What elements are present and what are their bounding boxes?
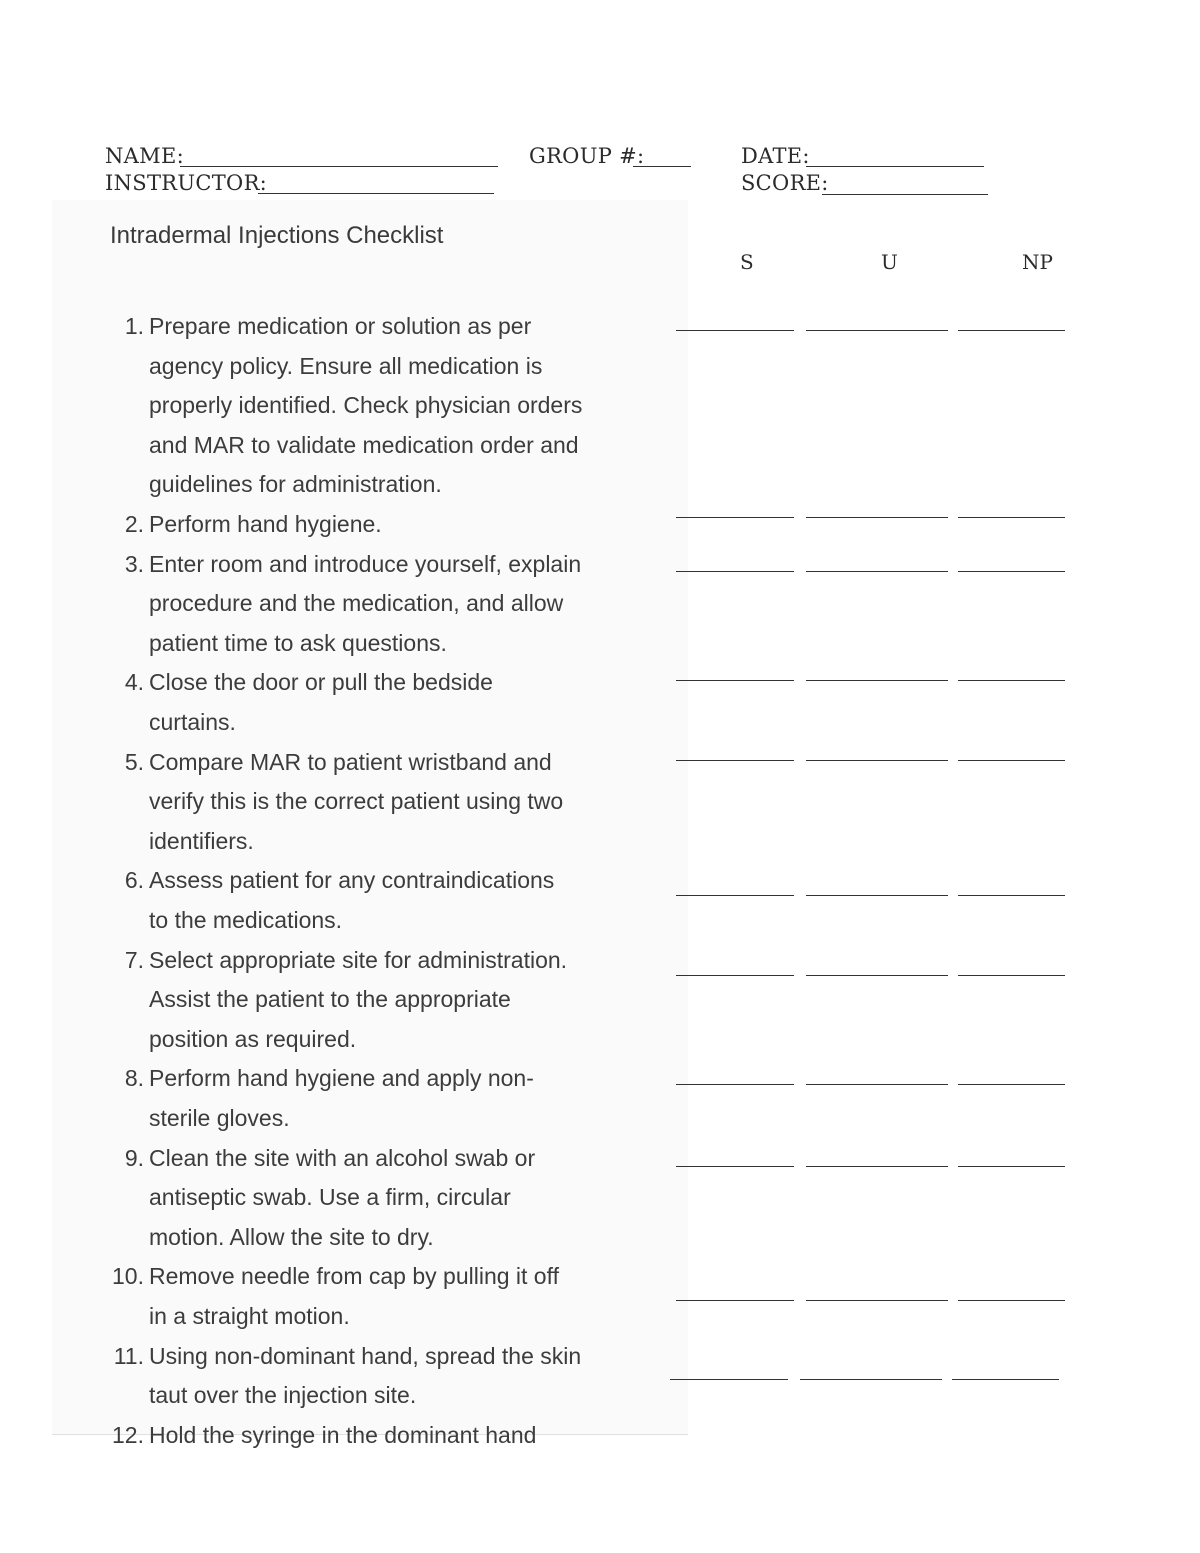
item-text-line: position as required.	[149, 1025, 357, 1052]
item-number: 9.	[124, 1144, 144, 1171]
item-number: 4.	[124, 669, 144, 696]
item-number: 1.	[124, 313, 144, 339]
item-number: 3.	[124, 550, 144, 577]
blank-s-item-7[interactable]	[676, 975, 794, 976]
item-text-line: Perform hand hygiene and apply non-	[149, 1065, 534, 1092]
blank-s-item-2[interactable]	[676, 517, 794, 518]
score-label: SCORE:	[741, 171, 829, 195]
blank-np-item-9[interactable]	[958, 1166, 1065, 1167]
item-text-line: Assess patient for any contraindications	[149, 867, 555, 894]
item-text-line: Using non-dominant hand, spread the skin	[149, 1342, 582, 1369]
column-header-s: S	[740, 250, 754, 274]
item-text-line: Clean the site with an alcohol swab or	[149, 1144, 536, 1171]
column-header-u: U	[881, 250, 898, 274]
item-text-line: properly identified. Check physician orders	[149, 392, 583, 419]
group-label: GROUP #:	[529, 144, 645, 168]
blank-np-item-6[interactable]	[958, 895, 1065, 896]
blank-np-item-11[interactable]	[952, 1379, 1059, 1380]
item-text-line: guidelines for administration.	[149, 471, 442, 498]
item-number: 11.	[113, 1342, 144, 1369]
item-text-line: in a straight motion.	[149, 1302, 350, 1329]
column-header-np: NP	[1022, 250, 1053, 274]
item-text-line: patient time to ask questions.	[149, 629, 447, 656]
blank-np-item-3[interactable]	[958, 571, 1065, 572]
blank-np-item-10[interactable]	[958, 1300, 1065, 1301]
item-text-line: sterile gloves.	[149, 1104, 290, 1131]
blank-np-item-2[interactable]	[958, 517, 1065, 518]
name-label: NAME:	[105, 144, 184, 168]
item-text-line: Perform hand hygiene.	[149, 511, 382, 537]
item-text-line: Close the door or pull the bedside	[149, 669, 493, 696]
blank-np-item-1[interactable]	[958, 330, 1065, 331]
blank-u-item-7[interactable]	[806, 975, 948, 976]
blank-np-item-5[interactable]	[958, 760, 1065, 761]
item-text-line: Select appropriate site for administration.	[149, 946, 568, 973]
item-text-line: motion. Allow the site to dry.	[149, 1223, 434, 1250]
blank-u-item-2[interactable]	[806, 517, 948, 518]
blank-s-item-5[interactable]	[676, 760, 794, 761]
blank-u-item-6[interactable]	[806, 895, 948, 896]
blank-s-item-4[interactable]	[676, 680, 794, 681]
item-text-line: Enter room and introduce yourself, explain	[149, 550, 582, 577]
checklist-title: Intradermal Injections Checklist	[110, 222, 444, 249]
blank-u-item-8[interactable]	[806, 1084, 948, 1085]
blank-u-item-11[interactable]	[800, 1379, 942, 1380]
blank-s-item-9[interactable]	[676, 1166, 794, 1167]
blank-s-item-11[interactable]	[670, 1379, 788, 1380]
blank-u-item-5[interactable]	[806, 760, 948, 761]
blank-s-item-1[interactable]	[676, 330, 794, 331]
item-text-line: identifiers.	[149, 827, 254, 854]
item-number: 6.	[124, 867, 144, 894]
item-text-line: Hold the syringe in the dominant hand	[149, 1421, 537, 1448]
item-text-line: Prepare medication or solution as per	[149, 313, 532, 339]
blank-np-item-7[interactable]	[958, 975, 1065, 976]
blank-s-item-3[interactable]	[676, 571, 794, 572]
item-text-line: verify this is the correct patient using two	[149, 788, 564, 815]
blank-s-item-6[interactable]	[676, 895, 794, 896]
instructor-label: INSTRUCTOR:	[105, 171, 268, 195]
blank-s-item-8[interactable]	[676, 1084, 794, 1085]
date-label: DATE:	[741, 144, 810, 168]
item-number: 8.	[124, 1065, 144, 1092]
item-text-line: to the medications.	[149, 906, 343, 933]
blank-np-item-8[interactable]	[958, 1084, 1065, 1085]
blank-u-item-1[interactable]	[806, 330, 948, 331]
blank-u-item-4[interactable]	[806, 680, 948, 681]
item-number: 10.	[112, 1263, 144, 1290]
blank-np-item-4[interactable]	[958, 680, 1065, 681]
item-text-line: taut over the injection site.	[149, 1382, 417, 1409]
item-text-line: curtains.	[149, 708, 236, 735]
blank-u-item-3[interactable]	[806, 571, 948, 572]
item-number: 2.	[124, 511, 144, 537]
blank-s-item-10[interactable]	[676, 1300, 794, 1301]
blank-u-item-10[interactable]	[806, 1300, 948, 1301]
item-text-line: Assist the patient to the appropriate	[149, 986, 511, 1013]
blank-u-item-9[interactable]	[806, 1166, 948, 1167]
item-number: 7.	[124, 946, 144, 973]
item-text-line: and MAR to validate medication order and	[149, 431, 579, 458]
item-text-line: procedure and the medication, and allow	[149, 590, 564, 617]
item-number: 12.	[112, 1421, 144, 1448]
item-text-line: agency policy. Ensure all medication is	[149, 352, 543, 379]
item-text-line: antiseptic swab. Use a firm, circular	[149, 1184, 511, 1211]
item-number: 5.	[124, 748, 144, 775]
item-text-line: Remove needle from cap by pulling it off	[149, 1263, 559, 1290]
item-text-line: Compare MAR to patient wristband and	[149, 748, 552, 775]
